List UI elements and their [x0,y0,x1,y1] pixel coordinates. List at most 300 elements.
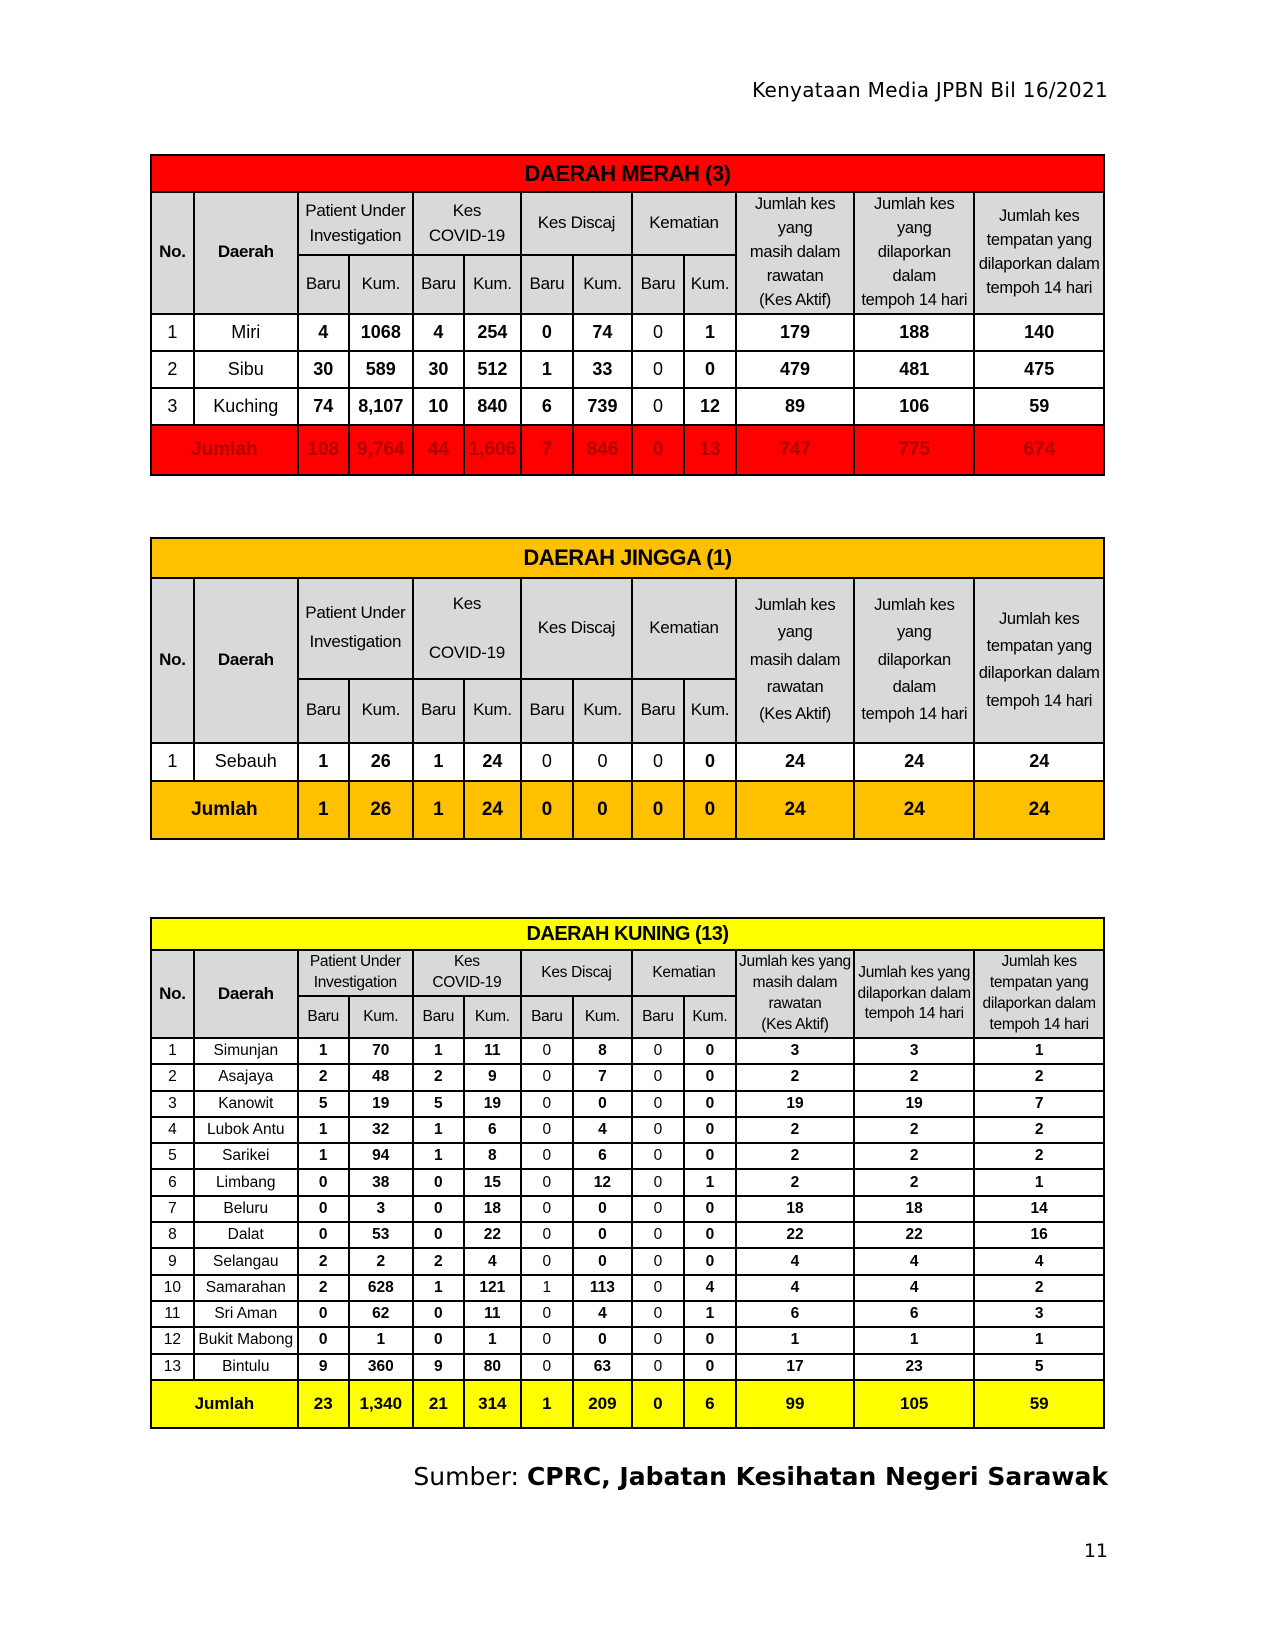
table-row [151,1327,1104,1353]
data-cell: 0 [632,1038,684,1064]
daerah-cell: Simunjan [194,1038,298,1064]
data-cell: 74 [298,388,349,425]
data-cell: 121 [464,1275,521,1301]
table-row [151,1143,1104,1169]
data-cell: 1 [349,1327,413,1353]
data-cell: 0 [684,1327,736,1353]
data-cell: 0 [521,1354,573,1380]
data-cell: 1 [413,1275,464,1301]
data-cell: 0 [521,1117,573,1143]
data-cell: 0 [684,1038,736,1064]
data-cell: 106 [854,388,974,425]
data-cell: 12 [151,1327,194,1353]
col-daerah: Daerah [194,950,298,1038]
table-row [151,1117,1104,1143]
data-cell: 0 [298,1301,349,1327]
data-cell: 30 [298,351,349,388]
total-cell: 21 [413,1380,464,1428]
data-cell: 0 [632,743,684,781]
data-cell: 0 [413,1222,464,1248]
total-cell: 7 [521,425,573,475]
data-cell: 1 [684,1301,736,1327]
col-baru: Baru [413,996,464,1038]
data-cell: 38 [349,1169,413,1195]
data-cell: 140 [974,314,1104,351]
col-covid: Kes COVID-19 [413,192,521,255]
data-cell: 0 [298,1169,349,1195]
table-row [151,1222,1104,1248]
daerah-cell: Kuching [194,388,298,425]
col-aktif: Jumlah kes yang masih dalam rawatan (Kes Aktif) [736,192,854,314]
data-cell: 0 [684,1064,736,1090]
table-row [151,1301,1104,1327]
data-cell: 0 [521,1091,573,1117]
daerah-cell: Sri Aman [194,1301,298,1327]
data-cell: 1 [464,1327,521,1353]
data-cell: 179 [736,314,854,351]
data-cell: 0 [298,1222,349,1248]
col-kum: Kum. [464,679,521,743]
data-cell: 1 [974,1169,1104,1195]
col-baru: Baru [521,255,573,313]
table-row [151,1091,1104,1117]
daerah-cell: Beluru [194,1196,298,1222]
data-cell: 3 [151,388,194,425]
data-cell: 0 [632,1275,684,1301]
data-cell: 11 [464,1038,521,1064]
data-cell: 4 [854,1275,974,1301]
col-baru: Baru [298,255,349,313]
data-cell: 11 [464,1301,521,1327]
total-cell: 1,606 [464,425,521,475]
total-cell: 9,764 [349,425,413,475]
col-covid: Kes COVID-19 [413,578,521,679]
data-cell: 1 [413,743,464,781]
data-cell: 0 [632,1301,684,1327]
data-cell: 5 [298,1091,349,1117]
data-cell: 2 [854,1117,974,1143]
data-cell: 3 [974,1301,1104,1327]
data-cell: 628 [349,1275,413,1301]
data-cell: 0 [573,1196,632,1222]
data-cell: 24 [464,743,521,781]
table-title: DAERAH MERAH (3) [151,155,1104,192]
data-cell: 53 [349,1222,413,1248]
data-cell: 1 [298,743,349,781]
total-cell: 26 [349,781,413,839]
data-cell: 19 [736,1091,854,1117]
table-daerah-merah [150,154,1105,476]
data-cell: 0 [632,1091,684,1117]
data-cell: 0 [573,1248,632,1274]
col-tempatan: Jumlah kes tempatan yang dilaporkan dalam tempoh 14 hari [974,950,1104,1038]
data-cell: 6 [151,1169,194,1195]
data-cell: 4 [298,314,349,351]
data-cell: 89 [736,388,854,425]
data-cell: 4 [151,1117,194,1143]
data-cell: 12 [573,1169,632,1195]
data-cell: 2 [736,1117,854,1143]
total-cell: 108 [298,425,349,475]
data-cell: 63 [573,1354,632,1380]
data-cell: 8 [464,1143,521,1169]
col-baru: Baru [521,679,573,743]
data-cell: 13 [151,1354,194,1380]
data-cell: 19 [464,1091,521,1117]
data-cell: 11 [151,1301,194,1327]
col-kum: Kum. [349,255,413,313]
data-cell: 2 [349,1248,413,1274]
data-cell: 6 [573,1143,632,1169]
data-cell: 8,107 [349,388,413,425]
data-cell: 19 [349,1091,413,1117]
data-cell: 17 [736,1354,854,1380]
data-cell: 2 [736,1143,854,1169]
data-cell: 1 [854,1327,974,1353]
data-cell: 2 [298,1275,349,1301]
table-daerah-kuning [150,917,1105,1429]
table-row [151,743,1104,781]
total-cell: 674 [974,425,1104,475]
data-cell: 24 [854,743,974,781]
col-kum: Kum. [684,255,736,313]
col-kematian: Kematian [632,192,736,255]
total-label: Jumlah [151,1380,298,1428]
total-cell: 747 [736,425,854,475]
data-cell: 0 [684,1354,736,1380]
total-cell: 314 [464,1380,521,1428]
data-cell: 9 [151,1248,194,1274]
data-cell: 2 [974,1064,1104,1090]
total-row [151,1380,1104,1428]
data-cell: 2 [413,1248,464,1274]
data-cell: 475 [974,351,1104,388]
data-cell: 4 [736,1248,854,1274]
source-note [413,1462,1108,1491]
total-cell: 0 [684,781,736,839]
table-row [151,314,1104,351]
data-cell: 2 [413,1064,464,1090]
data-cell: 0 [573,1091,632,1117]
daerah-cell: Limbang [194,1169,298,1195]
col-discaj: Kes Discaj [521,578,632,679]
data-cell: 0 [413,1301,464,1327]
col-kum: Kum. [464,255,521,313]
data-cell: 739 [573,388,632,425]
total-cell: 13 [684,425,736,475]
data-cell: 0 [521,314,573,351]
data-cell: 0 [413,1169,464,1195]
data-cell: 0 [684,1117,736,1143]
source-name: CPRC, Jabatan Kesihatan Negeri Sarawak [526,1462,1108,1491]
data-cell: 0 [684,1143,736,1169]
data-cell: 94 [349,1143,413,1169]
col-discaj: Kes Discaj [521,950,632,996]
daerah-cell: Miri [194,314,298,351]
total-cell: 23 [298,1380,349,1428]
data-cell: 23 [854,1354,974,1380]
total-cell: 6 [684,1380,736,1428]
data-cell: 3 [854,1038,974,1064]
data-cell: 2 [736,1064,854,1090]
daerah-cell: Sebauh [194,743,298,781]
data-cell: 33 [573,351,632,388]
data-cell: 14 [974,1196,1104,1222]
col-baru: Baru [632,679,684,743]
data-cell: 0 [684,743,736,781]
total-cell: 0 [632,425,684,475]
data-cell: 4 [974,1248,1104,1274]
data-cell: 0 [521,1064,573,1090]
data-cell: 589 [349,351,413,388]
data-cell: 6 [736,1301,854,1327]
data-cell: 113 [573,1275,632,1301]
table-title: DAERAH JINGGA (1) [151,538,1104,578]
col-kum: Kum. [349,996,413,1038]
data-cell: 3 [151,1091,194,1117]
col-covid: Kes COVID-19 [413,950,521,996]
total-row [151,425,1104,475]
data-cell: 0 [684,1091,736,1117]
total-cell: 1 [521,1380,573,1428]
table-row [151,1354,1104,1380]
col-aktif: Jumlah kes yang masih dalam rawatan (Kes Aktif) [736,578,854,743]
data-cell: 0 [684,1248,736,1274]
total-cell: 1,340 [349,1380,413,1428]
data-cell: 2 [854,1064,974,1090]
col-kematian: Kematian [632,950,736,996]
table-row [151,1248,1104,1274]
data-cell: 7 [974,1091,1104,1117]
data-cell: 4 [413,314,464,351]
data-cell: 2 [854,1143,974,1169]
col-tempatan: Jumlah kes tempatan yang dilaporkan dalam tempoh 14 hari [974,192,1104,314]
data-cell: 22 [854,1222,974,1248]
data-cell: 840 [464,388,521,425]
data-cell: 5 [151,1143,194,1169]
data-cell: 0 [632,1169,684,1195]
data-cell: 6 [464,1117,521,1143]
data-cell: 0 [632,1117,684,1143]
col-daerah: Daerah [194,192,298,314]
daerah-cell: Asajaya [194,1064,298,1090]
data-cell: 1 [413,1038,464,1064]
data-cell: 7 [151,1196,194,1222]
data-cell: 0 [632,1248,684,1274]
total-row [151,781,1104,839]
data-cell: 1 [974,1327,1104,1353]
data-cell: 1 [413,1143,464,1169]
data-cell: 0 [684,351,736,388]
data-cell: 0 [632,1354,684,1380]
data-cell: 1 [413,1117,464,1143]
col-pui: Patient Under Investigation [298,578,413,679]
total-cell: 0 [632,781,684,839]
data-cell: 1 [521,351,573,388]
data-cell: 1 [298,1143,349,1169]
data-cell: 512 [464,351,521,388]
col-kum: Kum. [684,996,736,1038]
data-cell: 2 [298,1064,349,1090]
data-cell: 6 [521,388,573,425]
col-no: No. [151,950,194,1038]
data-cell: 0 [521,1248,573,1274]
total-cell: 24 [854,781,974,839]
data-cell: 4 [573,1117,632,1143]
source-label: Sumber: [413,1462,519,1491]
col-baru: Baru [632,255,684,313]
data-cell: 1 [151,743,194,781]
total-cell: 0 [632,1380,684,1428]
data-cell: 2 [974,1117,1104,1143]
data-cell: 15 [464,1169,521,1195]
data-cell: 24 [974,743,1104,781]
daerah-cell: Lubok Antu [194,1117,298,1143]
data-cell: 2 [854,1169,974,1195]
total-cell: 24 [736,781,854,839]
total-cell: 59 [974,1380,1104,1428]
daerah-cell: Bukit Mabong [194,1327,298,1353]
data-cell: 1 [684,1169,736,1195]
total-cell: 209 [573,1380,632,1428]
data-cell: 0 [632,1064,684,1090]
data-cell: 0 [632,314,684,351]
data-cell: 3 [736,1038,854,1064]
total-label: Jumlah [151,781,298,839]
data-cell: 2 [151,1064,194,1090]
daerah-cell: Kanowit [194,1091,298,1117]
data-cell: 2 [736,1169,854,1195]
data-cell: 1 [521,1275,573,1301]
data-cell: 22 [736,1222,854,1248]
data-cell: 481 [854,351,974,388]
data-cell: 1 [974,1038,1104,1064]
total-cell: 24 [974,781,1104,839]
total-cell: 24 [464,781,521,839]
data-cell: 16 [974,1222,1104,1248]
data-cell: 24 [736,743,854,781]
data-cell: 18 [736,1196,854,1222]
data-cell: 0 [521,1301,573,1327]
data-cell: 8 [573,1038,632,1064]
data-cell: 4 [573,1301,632,1327]
col-kum: Kum. [684,679,736,743]
total-cell: 44 [413,425,464,475]
col-tempatan: Jumlah kes tempatan yang dilaporkan dalam tempoh 14 hari [974,578,1104,743]
total-cell: 1 [298,781,349,839]
daerah-cell: Dalat [194,1222,298,1248]
data-cell: 5 [413,1091,464,1117]
table-row [151,1169,1104,1195]
col-baru: Baru [298,996,349,1038]
data-cell: 0 [413,1327,464,1353]
data-cell: 0 [521,1143,573,1169]
document-header: Kenyataan Media JPBN Bil 16/2021 [752,78,1108,102]
data-cell: 9 [464,1064,521,1090]
col-kematian: Kematian [632,578,736,679]
data-cell: 1068 [349,314,413,351]
data-cell: 0 [573,1327,632,1353]
data-cell: 4 [736,1275,854,1301]
table-row [151,388,1104,425]
data-cell: 22 [464,1222,521,1248]
table-row [151,1275,1104,1301]
col-kum: Kum. [573,679,632,743]
total-cell: 99 [736,1380,854,1428]
total-cell: 1 [413,781,464,839]
data-cell: 2 [974,1143,1104,1169]
data-cell: 1 [151,314,194,351]
data-cell: 0 [521,1327,573,1353]
col-baru: Baru [413,255,464,313]
col-kum: Kum. [464,996,521,1038]
col-pui: Patient Under Investigation [298,950,413,996]
data-cell: 70 [349,1038,413,1064]
data-cell: 18 [464,1196,521,1222]
col-pui: Patient Under Investigation [298,192,413,255]
table-body [151,314,1104,425]
table-row [151,1038,1104,1064]
daerah-cell: Sarikei [194,1143,298,1169]
data-cell: 18 [854,1196,974,1222]
total-cell: 775 [854,425,974,475]
data-cell: 9 [298,1354,349,1380]
data-cell: 0 [521,1196,573,1222]
data-cell: 0 [632,1196,684,1222]
daerah-cell: Bintulu [194,1354,298,1380]
col-baru: Baru [298,679,349,743]
data-cell: 2 [298,1248,349,1274]
col-baru: Baru [413,679,464,743]
data-cell: 9 [413,1354,464,1380]
col-baru: Baru [632,996,684,1038]
data-cell: 254 [464,314,521,351]
col-discaj: Kes Discaj [521,192,632,255]
data-cell: 0 [632,1327,684,1353]
data-cell: 188 [854,314,974,351]
data-cell: 0 [298,1327,349,1353]
table-body [151,743,1104,781]
col-no: No. [151,578,194,743]
col-aktif: Jumlah kes yang masih dalam rawatan (Kes Aktif) [736,950,854,1038]
total-cell: 105 [854,1380,974,1428]
table-body [151,1038,1104,1380]
data-cell: 59 [974,388,1104,425]
col-lapor: Jumlah kes yang dilaporkan dalam tempoh 14 hari [854,578,974,743]
data-cell: 3 [349,1196,413,1222]
data-cell: 0 [573,743,632,781]
data-cell: 80 [464,1354,521,1380]
table-row [151,351,1104,388]
data-cell: 74 [573,314,632,351]
data-cell: 7 [573,1064,632,1090]
data-cell: 1 [684,314,736,351]
data-cell: 2 [151,351,194,388]
data-cell: 0 [632,388,684,425]
data-cell: 0 [632,1143,684,1169]
table-row [151,1196,1104,1222]
data-cell: 0 [413,1196,464,1222]
data-cell: 48 [349,1064,413,1090]
data-cell: 1 [298,1117,349,1143]
data-cell: 0 [632,1222,684,1248]
data-cell: 4 [684,1275,736,1301]
data-cell: 0 [632,351,684,388]
col-kum: Kum. [573,996,632,1038]
daerah-cell: Samarahan [194,1275,298,1301]
data-cell: 4 [854,1248,974,1274]
data-cell: 8 [151,1222,194,1248]
